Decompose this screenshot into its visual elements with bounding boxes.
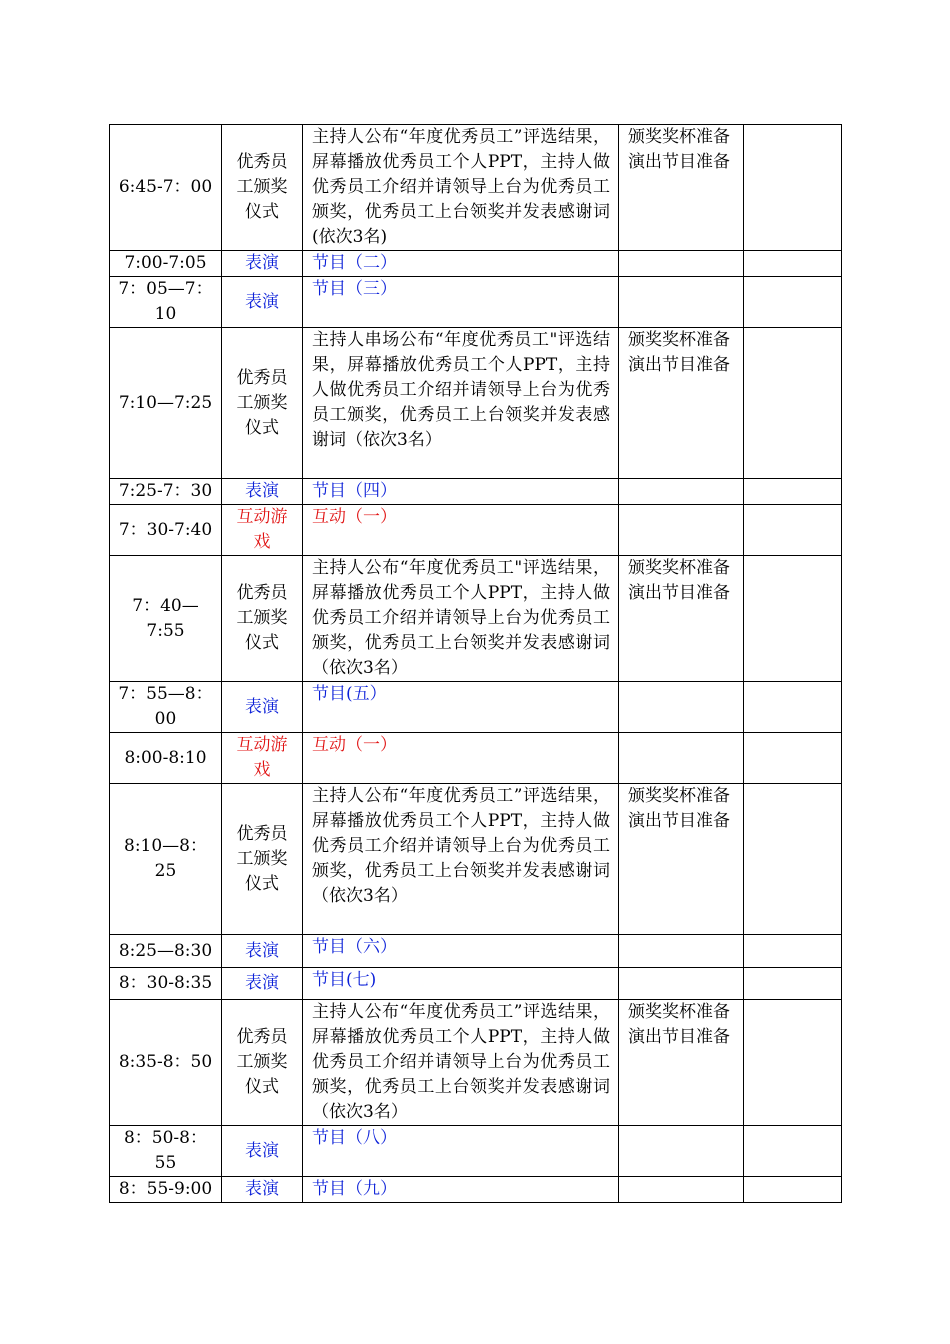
time-cell: 7：55—8：00 (110, 682, 222, 733)
preparation-item: 演出节目准备 (628, 355, 730, 375)
notes-cell (744, 1177, 842, 1203)
schedule-row (110, 556, 842, 682)
schedule-row (110, 1126, 842, 1177)
time-cell: 8:00-8:10 (110, 733, 222, 784)
schedule-row (110, 251, 842, 277)
segment-type-cell: 表演 (222, 935, 303, 968)
schedule-row (110, 1000, 842, 1126)
segment-description-cell: 节目（六） (303, 935, 619, 968)
preparation-cell (619, 968, 744, 1000)
segment-type-cell: 优秀员工颁奖仪式 (222, 556, 303, 682)
segment-description-cell: 节目（三） (303, 277, 619, 328)
time-cell: 8：30-8:35 (110, 968, 222, 1000)
preparation-cell (619, 125, 744, 251)
notes-cell (744, 125, 842, 251)
segment-description-cell: 主持人公布“年度优秀员工”评选结果，屏幕播放优秀员工个人PPT，主持人做优秀员工介绍并请领导上台为优秀员工颁奖，优秀员工上台领奖并发表感谢词(依次3名) (303, 125, 619, 251)
schedule-body (110, 125, 842, 1203)
segment-type-cell: 表演 (222, 277, 303, 328)
notes-cell (744, 784, 842, 935)
time-cell: 7:10—7:25 (110, 328, 222, 479)
notes-cell (744, 556, 842, 682)
notes-cell (744, 277, 842, 328)
time-cell: 8:10—8：25 (110, 784, 222, 935)
schedule-row (110, 733, 842, 784)
time-cell: 7：30-7:40 (110, 505, 222, 556)
preparation-item: 颁奖奖杯准备 (628, 786, 730, 806)
notes-cell (744, 328, 842, 479)
notes-cell (744, 1000, 842, 1126)
preparation-item: 颁奖奖杯准备 (628, 1002, 730, 1022)
segment-type-cell: 优秀员工颁奖仪式 (222, 1000, 303, 1126)
preparation-cell (619, 682, 744, 733)
preparation-cell (619, 1000, 744, 1126)
preparation-item: 颁奖奖杯准备 (628, 127, 730, 147)
segment-type-cell: 表演 (222, 251, 303, 277)
schedule-row (110, 328, 842, 479)
schedule-row (110, 682, 842, 733)
segment-description-cell: 节目（八） (303, 1126, 619, 1177)
preparation-cell (619, 505, 744, 556)
preparation-cell (619, 784, 744, 935)
time-cell: 8：50-8：55 (110, 1126, 222, 1177)
preparation-cell (619, 251, 744, 277)
segment-type-cell: 表演 (222, 1126, 303, 1177)
preparation-cell (619, 277, 744, 328)
segment-type-cell: 互动游戏 (222, 505, 303, 556)
notes-cell (744, 733, 842, 784)
segment-description-cell: 节目（四） (303, 479, 619, 505)
segment-description-cell: 节目(五） (303, 682, 619, 733)
time-cell: 7:00-7:05 (110, 251, 222, 277)
preparation-cell (619, 328, 744, 479)
segment-description-cell: 主持人串场公布“年度优秀员工"评选结果，屏幕播放优秀员工个人PPT，主持人做优秀员工介绍并请领导上台为优秀员工颁奖，优秀员工上台领奖并发表感谢词（依次3名） (303, 328, 619, 479)
preparation-cell (619, 479, 744, 505)
preparation-item: 演出节目准备 (628, 1027, 730, 1047)
segment-description-cell: 节目（九） (303, 1177, 619, 1203)
notes-cell (744, 935, 842, 968)
segment-description-cell: 主持人公布“年度优秀员工"评选结果，屏幕播放优秀员工个人PPT，主持人做优秀员工介绍并请领导上台为优秀员工颁奖，优秀员工上台领奖并发表感谢词（依次3名） (303, 556, 619, 682)
notes-cell (744, 1126, 842, 1177)
segment-type-cell: 表演 (222, 479, 303, 505)
preparation-cell (619, 935, 744, 968)
time-cell: 7:25-7：30 (110, 479, 222, 505)
schedule-row (110, 968, 842, 1000)
segment-type-cell: 表演 (222, 968, 303, 1000)
preparation-cell (619, 556, 744, 682)
segment-description-cell: 节目(七) (303, 968, 619, 1000)
preparation-cell (619, 733, 744, 784)
notes-cell (744, 505, 842, 556)
schedule-row (110, 277, 842, 328)
time-cell: 8:25—8:30 (110, 935, 222, 968)
schedule-row (110, 479, 842, 505)
segment-type-cell: 表演 (222, 1177, 303, 1203)
schedule-table (109, 124, 842, 1203)
segment-description-cell: 节目（二） (303, 251, 619, 277)
time-cell: 6:45-7：00 (110, 125, 222, 251)
segment-description-cell: 主持人公布“年度优秀员工”评选结果，屏幕播放优秀员工个人PPT，主持人做优秀员工介绍并请领导上台为优秀员工颁奖，优秀员工上台领奖并发表感谢词（依次3名） (303, 784, 619, 935)
schedule-row (110, 125, 842, 251)
preparation-cell (619, 1177, 744, 1203)
schedule-row (110, 784, 842, 935)
notes-cell (744, 479, 842, 505)
segment-type-cell: 表演 (222, 682, 303, 733)
preparation-item: 演出节目准备 (628, 152, 730, 172)
preparation-cell (619, 1126, 744, 1177)
notes-cell (744, 682, 842, 733)
time-cell: 8：55-9:00 (110, 1177, 222, 1203)
segment-type-cell: 优秀员工颁奖仪式 (222, 125, 303, 251)
notes-cell (744, 251, 842, 277)
time-cell: 8:35-8：50 (110, 1000, 222, 1126)
preparation-item: 颁奖奖杯准备 (628, 558, 730, 578)
preparation-item: 演出节目准备 (628, 811, 730, 831)
time-cell: 7：05—7：10 (110, 277, 222, 328)
segment-description-cell: 互动（一） (303, 733, 619, 784)
segment-type-cell: 优秀员工颁奖仪式 (222, 328, 303, 479)
segment-type-cell: 优秀员工颁奖仪式 (222, 784, 303, 935)
preparation-item: 颁奖奖杯准备 (628, 330, 730, 350)
segment-type-cell: 互动游戏 (222, 733, 303, 784)
notes-cell (744, 968, 842, 1000)
schedule-row (110, 1177, 842, 1203)
schedule-row (110, 935, 842, 968)
segment-description-cell: 互动（一） (303, 505, 619, 556)
schedule-row (110, 505, 842, 556)
time-cell: 7：40—7:55 (110, 556, 222, 682)
segment-description-cell: 主持人公布“年度优秀员工”评选结果，屏幕播放优秀员工个人PPT，主持人做优秀员工介绍并请领导上台为优秀员工颁奖，优秀员工上台领奖并发表感谢词（依次3名） (303, 1000, 619, 1126)
preparation-item: 演出节目准备 (628, 583, 730, 603)
